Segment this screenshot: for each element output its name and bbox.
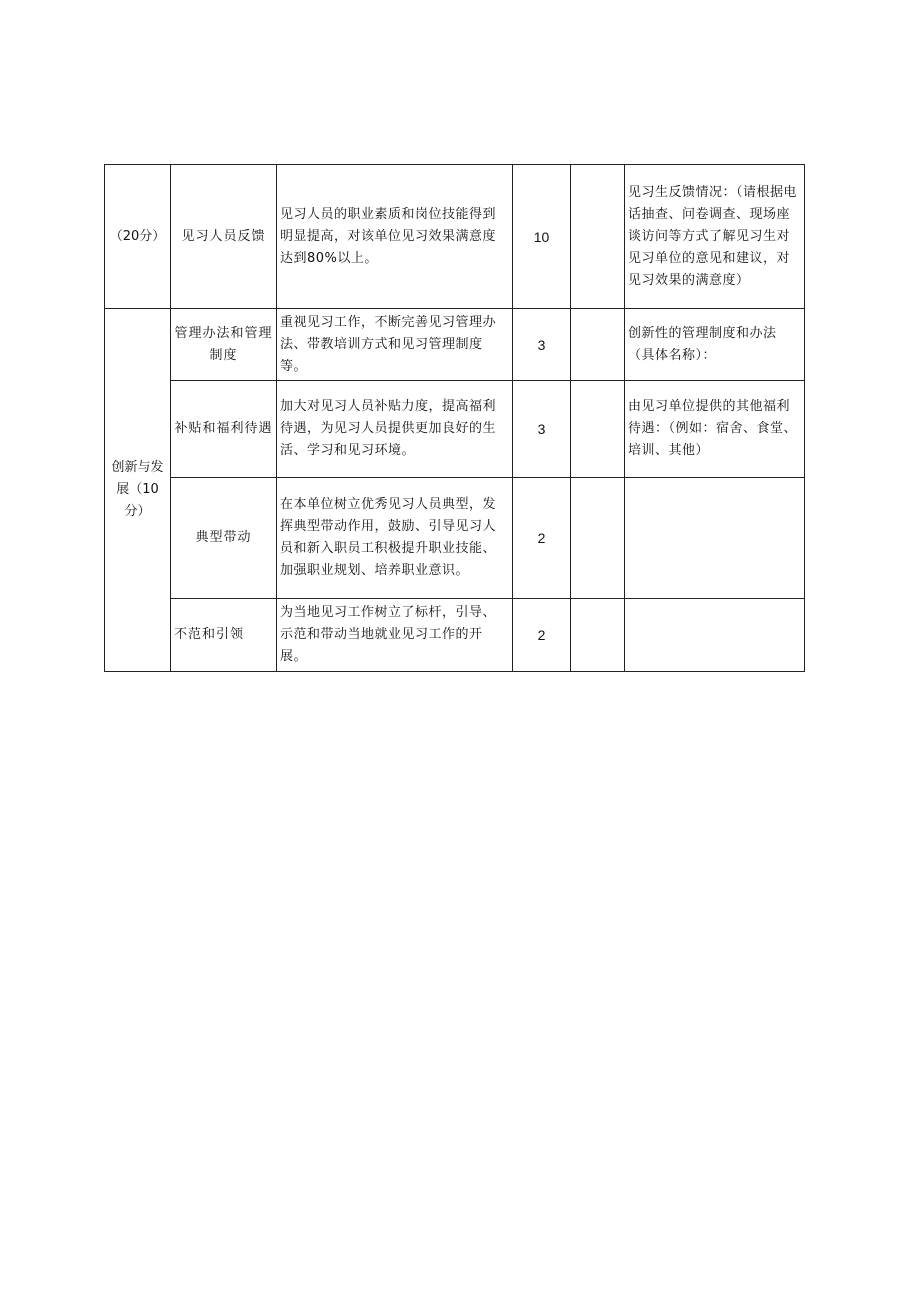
- table-row: [105, 381, 805, 478]
- evaluation-table: [104, 164, 805, 672]
- score-cell: 3: [513, 309, 571, 381]
- table-row: [105, 478, 805, 599]
- score-cell: 2: [513, 478, 571, 599]
- note-cell: 由见习单位提供的其他福利待遇：（例如：宿舍、食堂、培训、其他）: [625, 381, 805, 478]
- dimension-cell: 创新与发展（10分）: [105, 309, 171, 672]
- standard-cell: 重视见习工作，不断完善见习管理办法、带教培训方式和见习管理制度等。: [277, 309, 513, 381]
- item-cell: 不范和引领: [171, 599, 277, 672]
- table-row: [105, 165, 805, 309]
- note-cell: [625, 478, 805, 599]
- standard-cell: 见习人员的职业素质和岗位技能得到明显提高，对该单位见习效果满意度达到80%以上。: [277, 165, 513, 309]
- standard-cell: 为当地见习工作树立了标杆，引导、示范和带动当地就业见习工作的开展。: [277, 599, 513, 672]
- score-cell: 2: [513, 599, 571, 672]
- item-cell: 管理办法和管理制度: [171, 309, 277, 381]
- item-cell: 补贴和福利待遇: [171, 381, 277, 478]
- table-row: [105, 309, 805, 381]
- empty-score-cell: [571, 478, 625, 599]
- item-cell: 典型带动: [171, 478, 277, 599]
- score-cell: 10: [513, 165, 571, 309]
- empty-score-cell: [571, 165, 625, 309]
- score-cell: 3: [513, 381, 571, 478]
- note-cell: 创新性的管理制度和办法（具体名称）：: [625, 309, 805, 381]
- standard-cell: 在本单位树立优秀见习人员典型，发挥典型带动作用，鼓励、引导见习人员和新入职员工积极提升职业技能、加强职业规划、培养职业意识。: [277, 478, 513, 599]
- item-cell: 见习人员反馈: [171, 165, 277, 309]
- empty-score-cell: [571, 309, 625, 381]
- note-cell: [625, 599, 805, 672]
- table-row: [105, 599, 805, 672]
- dimension-cell: （20分）: [105, 165, 171, 309]
- standard-cell: 加大对见习人员补贴力度，提高福利待遇，为见习人员提供更加良好的生活、学习和见习环境。: [277, 381, 513, 478]
- empty-score-cell: [571, 381, 625, 478]
- note-cell: 见习生反馈情况：（请根据电话抽查、问卷调查、现场座谈访问等方式了解见习生对见习单位的意见和建议，对见习效果的满意度）: [625, 165, 805, 309]
- empty-score-cell: [571, 599, 625, 672]
